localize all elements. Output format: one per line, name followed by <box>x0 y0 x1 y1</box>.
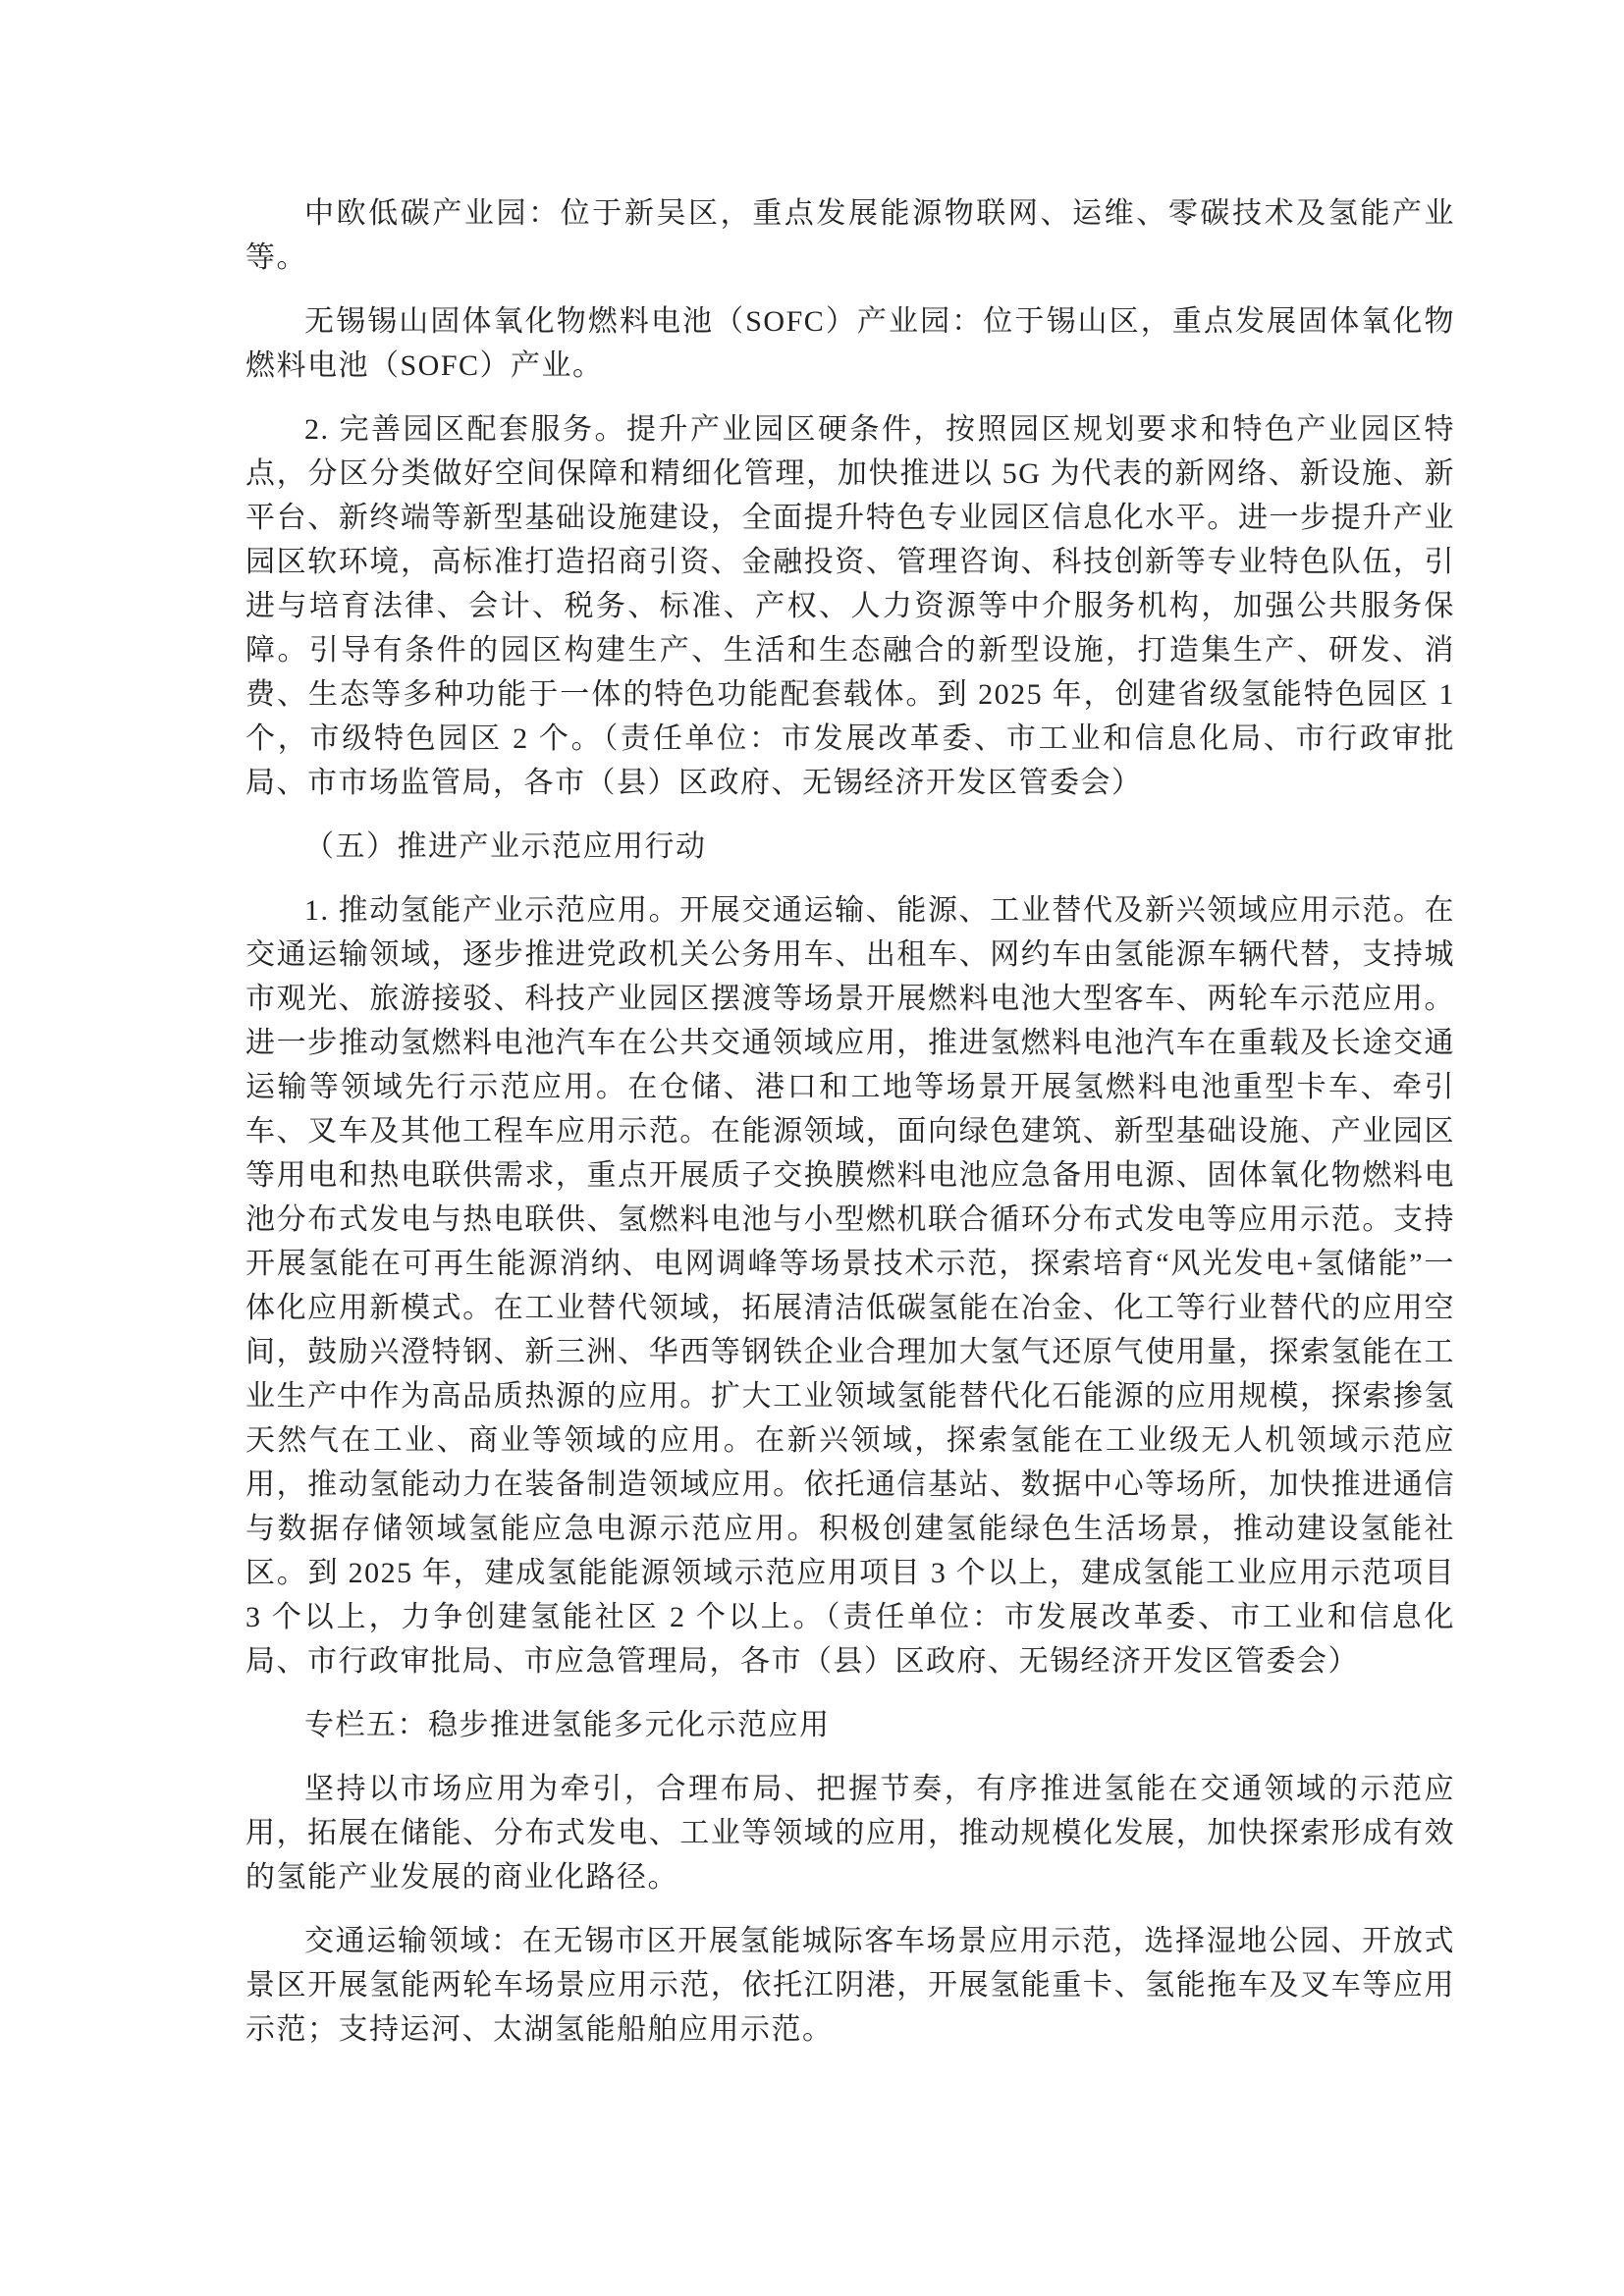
paragraph-market-guided-application: 坚持以市场应用为牵引，合理布局、把握节奏，有序推进氢能在交通领域的示范应用，拓展在储能、分布式发电、工业等领域的应用，推动规模化发展，加快探索形成有效的氢能产业发展的商业化路径。 <box>245 1773 1455 1894</box>
paragraph-zhongou-low-carbon-park: 中欧低碳产业园：位于新吴区，重点发展能源物联网、运维、零碳技术及氢能产业等。 <box>245 197 1455 274</box>
paragraph-xishan-sofc-park: 无锡锡山固体氧化物燃料电池（SOFC）产业园：位于锡山区，重点发展固体氧化物燃料电池（SOFC）产业。 <box>245 305 1455 382</box>
paragraph-improve-park-services: 2. 完善园区配套服务。提升产业园区硬条件，按照园区规划要求和特色产业园区特点，分区分类做好空间保障和精细化管理，加快推进以 5G 为代表的新网络、新设施、新平台、新终端等新型基础设施建设，全面提升特色专业园区信息化水平。进一步提升产业园区软环境，高标准打造招商引资、金融投资、管理咨询、科技创新等专业特色队伍，引进与培育法律、会计、税务、标准、产权、人力资源等中介服务机构，加强公共服务保障。引导有条件的园区构建生产、生活和生态融合的新型设施，打造集生产、研发、消费、生态等多种功能于一体的特色功能配套载体。到 2025 年，创建省级氢能特色园区 1 个，市级特色园区 2 个。（责任单位：市发展改革委、市工业和信息化局、市行政审批局、市市场监管局，各市（县）区政府、无锡经济开发区管委会） <box>245 413 1455 799</box>
paragraph-transport-field-demo: 交通运输领域：在无锡市区开展氢能城际客车场景应用示范，选择湿地公园、开放式景区开展氢能两轮车场景应用示范，依托江阴港，开展氢能重卡、氢能拖车及叉车等应用示范；支持运河、太湖氢能船舶应用示范。 <box>245 1925 1455 2046</box>
callout-title-column-five: 专栏五：稳步推进氢能多元化示范应用 <box>304 1709 831 1741</box>
heading-section-five: （五）推进产业示范应用行动 <box>304 830 707 863</box>
paragraph-hydrogen-demo-applications: 1. 推动氢能产业示范应用。开展交通运输、能源、工业替代及新兴领域应用示范。在交通运输领域，逐步推进党政机关公务用车、出租车、网约车由氢能源车辆代替，支持城市观光、旅游接驳、科技产业园区摆渡等场景开展燃料电池大型客车、两轮车示范应用。进一步推动氢燃料电池汽车在公共交通领域应用，推进氢燃料电池汽车在重载及长途交通运输等领域先行示范应用。在仓储、港口和工地等场景开展氢燃料电池重型卡车、牵引车、叉车及其他工程车应用示范。在能源领域，面向绿色建筑、新型基础设施、产业园区等用电和热电联供需求，重点开展质子交换膜燃料电池应急备用电源、固体氧化物燃料电池分布式发电与热电联供、氢燃料电池与小型燃机联合循环分布式发电等应用示范。支持开展氢能在可再生能源消纳、电网调峰等场景技术示范，探索培育“风光发电+氢储能”一体化应用新模式。在工业替代领域，拓展清洁低碳氢能在冶金、化工等行业替代的应用空间，鼓励兴澄特钢、新三洲、华西等钢铁企业合理加大氢气还原气使用量，探索氢能在工业生产中作为高品质热源的应用。扩大工业领域氢能替代化石能源的应用规模，探索掺氢天然气在工业、商业等领域的应用。在新兴领域，探索氢能在工业级无人机领域示范应用，推动氢能动力在装备制造领域应用。依托通信基站、数据中心等场所，加快推进通信与数据存储领域氢能应急电源示范应用。积极创建氢能绿色生活场景，推动建设氢能社区。到 2025 年，建成氢能能源领域示范应用项目 3 个以上，建成氢能工业应用示范项目 3 个以上，力争创建氢能社区 2 个以上。（责任单位：市发展改革委、市工业和信息化局、市行政审批局、市应急管理局，各市（县）区政府、无锡经济开发区管委会） <box>245 894 1455 1678</box>
